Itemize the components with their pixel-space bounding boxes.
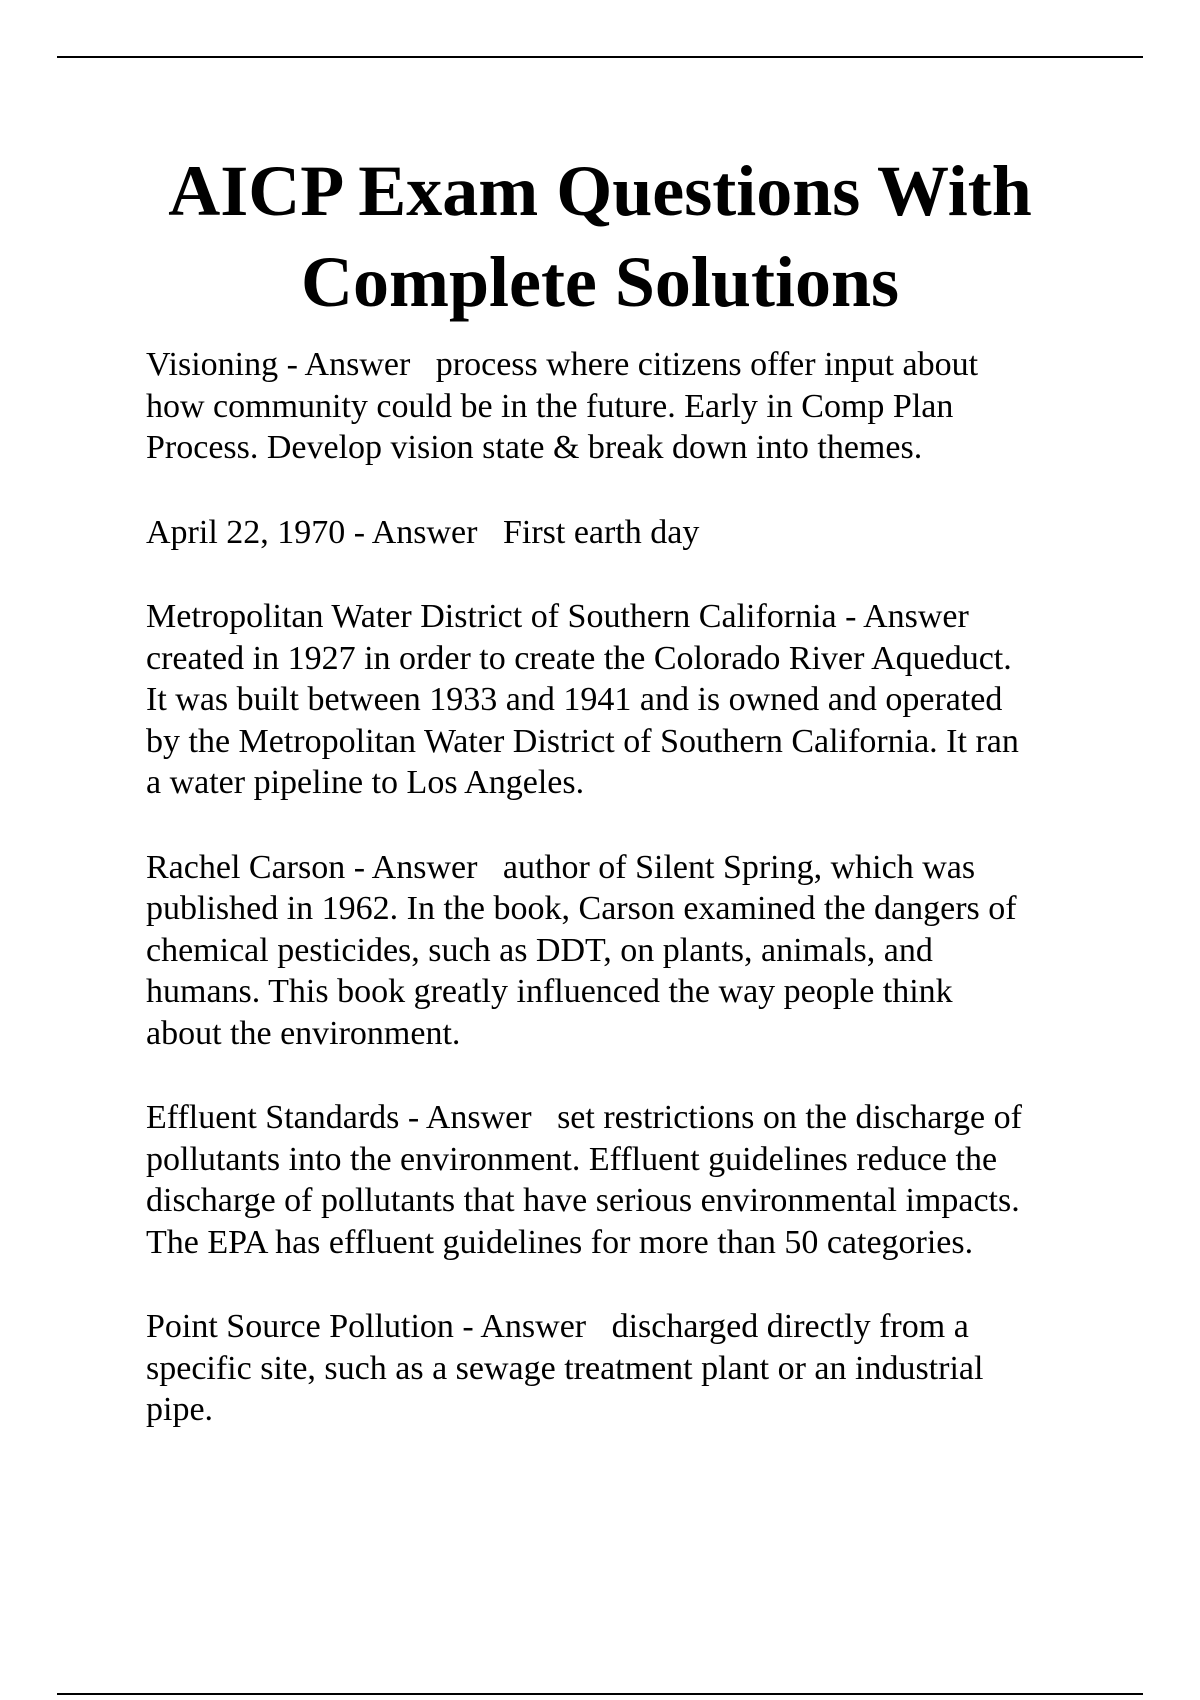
entry-earth-day — [146, 512, 1106, 554]
entry-line: April 22, 1970 - Answer First earth day — [146, 513, 700, 551]
entry-line: The EPA has effluent guidelines for more than 50 categories. — [146, 1223, 974, 1261]
entry-line: how community could be in the future. Early in Comp Plan — [146, 387, 954, 425]
entry-line: pollutants into the environment. Effluent guidelines reduce the — [146, 1140, 998, 1178]
entry-line: a water pipeline to Los Angeles. — [146, 764, 585, 801]
bottom-rule — [57, 1693, 1143, 1695]
entry-line: discharge of pollutants that have serious environmental impacts. — [146, 1182, 1020, 1219]
entry-visioning — [146, 344, 1106, 469]
entry-effluent-standards — [146, 1097, 1106, 1263]
entry-line: published in 1962. In the book, Carson examined the dangers of — [146, 890, 1017, 927]
document-title — [57, 146, 1143, 328]
entry-rachel-carson — [146, 847, 1106, 1055]
entry-line: Rachel Carson - Answer author of Silent Spring, which was — [146, 848, 976, 886]
entry-point-source-pollution — [146, 1306, 1106, 1431]
title-line-1: AICP Exam Questions With — [168, 151, 1032, 231]
entry-line: Metropolitan Water District of Southern California - Answer — [146, 598, 969, 635]
entry-line: chemical pesticides, such as DDT, on plants, animals, and — [146, 931, 933, 969]
entry-line: Effluent Standards - Answer set restrictions on the discharge of — [146, 1099, 1022, 1136]
entry-line: Point Source Pollution - Answer discharged directly from a — [146, 1308, 969, 1345]
entry-line: about the environment. — [146, 1014, 461, 1052]
entry-line: Process. Develop vision state & break down into themes. — [146, 429, 923, 466]
title-line-2: Complete Solutions — [300, 242, 900, 322]
qa-content — [146, 344, 1106, 1474]
top-rule — [57, 56, 1143, 58]
entry-line: created in 1927 in order to create the Colorado River Aqueduct. — [146, 639, 1012, 677]
entry-line: pipe. — [146, 1391, 214, 1428]
entry-line: It was built between 1933 and 1941 and is owned and operated — [146, 681, 1003, 718]
entry-line: specific site, such as a sewage treatment plant or an industrial — [146, 1349, 984, 1387]
entry-line: Visioning - Answer process where citizens offer input about — [146, 346, 979, 383]
entry-metropolitan-water-district — [146, 596, 1106, 804]
entry-line: humans. This book greatly influenced the way people think — [146, 973, 953, 1010]
entry-line: by the Metropolitan Water District of Southern California. It ran — [146, 722, 1019, 760]
